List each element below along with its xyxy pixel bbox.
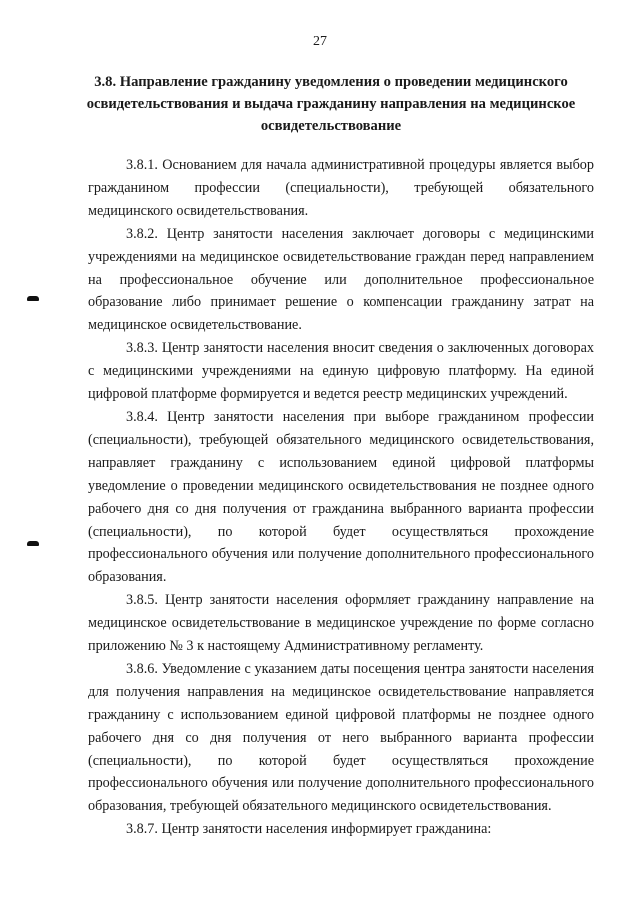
document-body bbox=[88, 154, 594, 841]
section-title: 3.8. Направление гражданину уведомления о проведении медицинского освидетельствования и выдача гражданину направления на медицинское освидетельствование bbox=[86, 74, 576, 134]
paragraph-3-8-2: 3.8.2. Центр занятости населения заключает договоры с медицинскими учреждениями на медицинское освидетельствование граждан перед направлением на профессиональное обучение или дополнительное профессиональное образование либо принимает решение о компенсации гражданину затрат на медицинское освидетельствование. bbox=[88, 225, 594, 334]
page-number: 27 bbox=[313, 34, 327, 49]
paragraph-3-8-4: 3.8.4. Центр занятости населения при выборе гражданином профессии (специальности), требующей обязательного медицинского освидетельствования, направляет гражданину с использованием единой цифровой платформы уведомление о проведении медицинского освидетельствования не позднее одного рабочего дня со дня получения от гражданина выбранного варианта профессии (специальности), по которой будет осуществляться прохождение профессионального обучения или получение дополнительного профессионального образования. bbox=[88, 408, 594, 586]
paragraph-3-8-5: 3.8.5. Центр занятости населения оформляет гражданину направление на медицинское освидетельствование в медицинское учреждение по форме согласно приложению № 3 к настоящему Административному регламенту. bbox=[88, 592, 594, 655]
paragraph-3-8-7: 3.8.7. Центр занятости населения информирует гражданина: bbox=[126, 821, 492, 838]
scan-binding-mark bbox=[27, 541, 39, 546]
paragraph-3-8-3: 3.8.3. Центр занятости населения вносит сведения о заключенных договорах с медицинскими учреждениями на единую цифровую платформу. На единой цифровой платформе формируется и ведется реестр медицинских учреждений. bbox=[88, 340, 594, 403]
paragraph-3-8-6: 3.8.6. Уведомление с указанием даты посещения центра занятости населения для получения направления на медицинское освидетельствование направляется гражданину с использованием единой цифровой платформы не позднее одного рабочего дня со дня получения от него выбранного варианта профессии (специальности), по которой будет осуществляться прохождение профессионального обучения или получение дополнительного профессионального образования, требующей обязательного медицинского освидетельствования. bbox=[88, 660, 594, 815]
paragraph-3-8-1: 3.8.1. Основанием для начала административной процедуры является выбор гражданином профессии (специальности), требующей обязательного медицинского освидетельствования. bbox=[88, 157, 594, 219]
scan-binding-mark bbox=[27, 296, 39, 301]
